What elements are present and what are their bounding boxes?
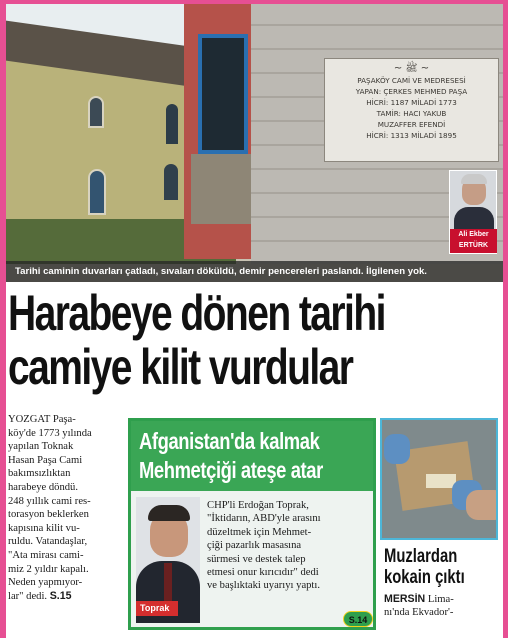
text-line: etmesi onur kırıcıdır" dedi — [207, 567, 319, 579]
plaque-line: PAŞAKÖY CAMİ VE MEDRESESİ — [357, 76, 466, 85]
author-byline — [450, 229, 497, 253]
mosque-window — [164, 164, 178, 200]
plaque-line: TAMİR: HACI YAKUB — [376, 109, 447, 118]
text-line: kapısına kilit vu- — [8, 522, 80, 534]
author-portrait — [449, 170, 497, 254]
author-hair — [461, 174, 487, 184]
text-line: lar" dedi. S.15 — [8, 589, 72, 602]
text-line: bakımsızlıktan — [8, 468, 71, 480]
photo-name-label: Toprak — [136, 601, 178, 616]
author-suit — [454, 207, 494, 231]
story-body — [384, 593, 496, 623]
headline-line-2: camiye kilit vurdular — [8, 339, 353, 395]
story-title — [384, 546, 478, 588]
text-line: miz 2 yıldır kapalı. — [8, 563, 89, 575]
tie — [164, 563, 172, 603]
hair — [148, 505, 190, 521]
text-line: Neden yapmıyor- — [8, 577, 83, 589]
glove — [384, 434, 410, 464]
dateline-city: MERSİN — [384, 593, 426, 605]
iron-window — [198, 34, 248, 154]
arm — [466, 490, 498, 520]
text-line: köy'de 1773 yılında — [8, 427, 92, 439]
evidence-photo — [380, 418, 498, 540]
photo-caption: Tarihi caminin duvarları çatladı, sıvaları döküldü, demir pencereleri paslandı. İlgilenen yok. — [6, 261, 503, 282]
text-line: yapılan Toknak — [8, 441, 74, 453]
text-line: harabeye döndü. — [8, 481, 79, 493]
politician-photo — [136, 497, 200, 623]
afghanistan-story-box — [128, 418, 376, 630]
title-line-2: Mehmetçiği ateşe atar — [139, 457, 323, 483]
text-line: "İktidarın, ABD'yle arasını — [207, 513, 321, 525]
author-last-name: ERTÜRK — [458, 242, 489, 249]
plaque-line: YAPAN: ÇERKES MEHMED PAŞA — [355, 87, 468, 96]
title-line-1: Afganistan'da kalmak — [139, 428, 320, 454]
page-reference-badge[interactable]: S.14 — [343, 611, 373, 627]
text-line: YOZGAT Paşa- — [8, 414, 76, 425]
text-line: MERSİN Lima- — [384, 593, 454, 605]
arabic-calligraphy: ~ ﷺ ~ — [393, 63, 430, 74]
story-title — [139, 427, 323, 485]
mosque-window — [88, 96, 104, 128]
mosque-window — [88, 169, 106, 215]
title-line-2: kokain çıktı — [384, 567, 465, 588]
mosque-window — [166, 104, 178, 144]
plaque-line: HİCRİ: 1313 MİLADİ 1895 — [366, 131, 457, 140]
headline-line-1: Harabeye dönen tarihi — [8, 285, 385, 341]
text-line: "Ata mirası cami- — [8, 549, 84, 561]
text-line: sürmesi ve destek talep — [207, 553, 306, 565]
title-line-1: Muzlardan — [384, 546, 458, 567]
stone-relief — [191, 154, 256, 224]
text-line: çiği pazarlık masasına — [207, 540, 302, 552]
inscription-plaque — [324, 58, 499, 162]
story-header — [131, 421, 373, 491]
lead-story-text — [8, 413, 126, 603]
text-line: düzeltmek için Mehmet- — [207, 526, 312, 538]
main-headline — [8, 286, 394, 394]
plaque-line: MUZAFFER EFENDİ — [377, 120, 446, 129]
author-first-name: Ali Ekber — [458, 231, 489, 238]
text-line: nı'nda Ekvador'- — [384, 607, 454, 619]
text-line: CHP'li Erdoğan Toprak, — [207, 500, 309, 511]
text-line: Hasan Paşa Cami — [8, 454, 83, 466]
text-line: ruldu. Vatandaşlar, — [8, 536, 88, 548]
page-reference[interactable]: S.15 — [49, 589, 72, 602]
story-body — [207, 499, 375, 593]
plaque-line: HİCRİ: 1187 MİLADİ 1773 — [366, 98, 457, 107]
text-line: 248 yıllık cami res- — [8, 495, 91, 507]
text-line: ve başlıktaki uyarıyı yaptı. — [207, 580, 320, 592]
cocaine-story — [380, 418, 498, 638]
text-line: torasyon beklerken — [8, 509, 89, 521]
